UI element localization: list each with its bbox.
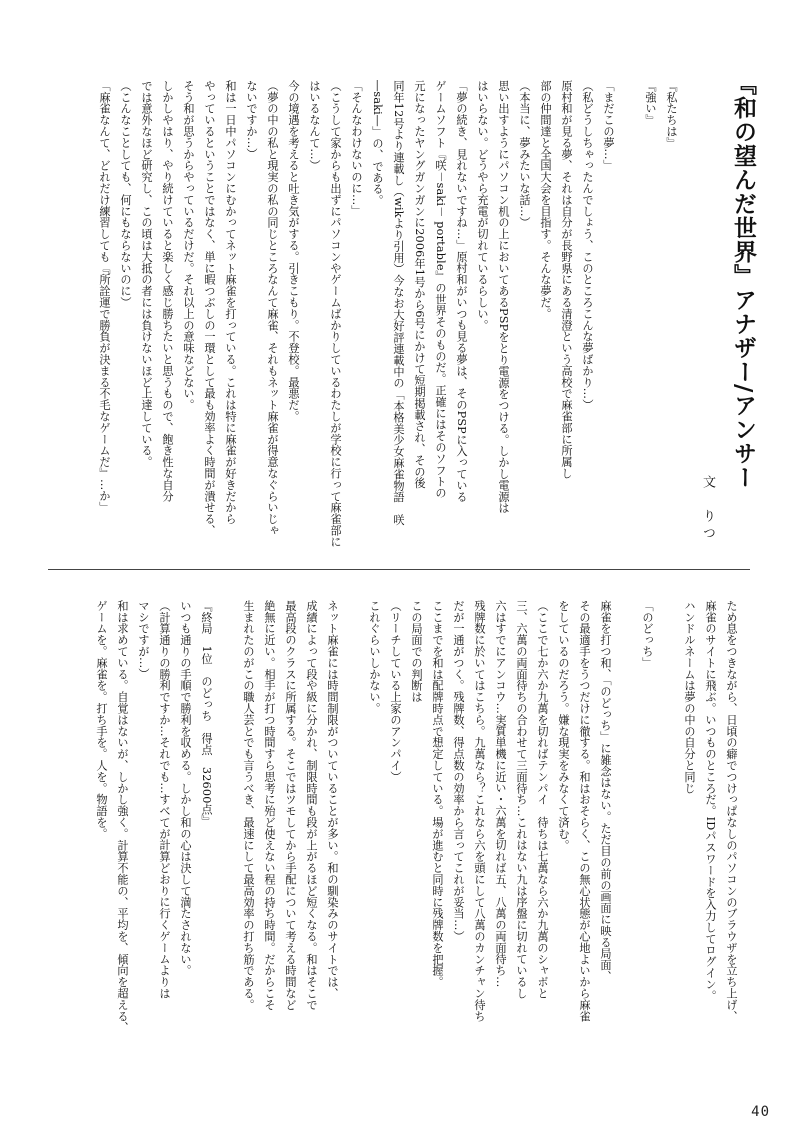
lower-text-line: [343, 600, 364, 1110]
lower-text-line: 麻雀のサイトに飛ぶ。いつものところだ。IDパスワードを入力してログイン。: [704, 600, 717, 1002]
upper-text-line: そう和が思うからやっているだけだ。それ以上の意味などない。: [182, 80, 195, 411]
upper-text-line: 「まだこの夢…」: [602, 80, 615, 172]
lower-text-line: 三、六萬の両面待ちの合わせて三面待ち…これはない九は序盤に切れているし: [515, 600, 528, 999]
lower-text-line: これぐらいしかない。: [368, 600, 381, 714]
upper-text-line: 今の境遇を考えると吐き気がする。引きこもり。不登校。最悪だ。: [287, 80, 300, 422]
upper-text-line: ゲームソフト『咲－saki－ portable』の世界そのものだ。正確にはそのソフトの: [434, 80, 447, 499]
upper-text-line: [619, 80, 640, 550]
upper-text-line: はいらない。どうやら充電が切れているらしい。: [476, 80, 489, 331]
upper-text-line: （本当に、夢みたいな話…）: [518, 80, 531, 229]
section-divider: [48, 569, 750, 570]
lower-text-line: その最適手をうつだけに徹する。和はおそらく、この無心状態が心地よいから麻雀: [578, 600, 591, 1022]
upper-text-line: （夢の中の私と現実の私の同じところなんて麻雀、それもネット麻雀が得意なぐらいじゃ: [266, 80, 279, 536]
upper-text-block: [62, 80, 682, 550]
lower-text-line: （ここで七か六か九萬を切ればテンパイ 待ちは七萬なら六か九萬のシャボと: [536, 600, 549, 999]
lower-text-line: だが一通がつく。残牌数、得点数の効率から言ってこれが妥当…）: [452, 600, 465, 942]
author-credit: 文 りつ: [700, 475, 715, 543]
page-title: 『和の望んだ世界』アナザー/アンサー: [730, 72, 756, 490]
upper-text-line: 「麻雀なんて、どれだけ練習しても『所詮運で勝負が決まる不毛なゲームだ』…か」: [98, 80, 111, 514]
upper-text-line: しかしやはり、やり続けていると楽しく感じ勝ちたいと思うもので、飽き性な自分: [161, 80, 174, 502]
lower-text-line: [616, 600, 637, 1110]
lower-text-line: ハンドルネームは夢の中の自分と同じ: [683, 600, 696, 794]
upper-text-line: 原村和が見る夢、それは自分が長野県にある清澄という高校で麻雀部に所属し: [560, 80, 573, 479]
lower-text-line: この局面での判断は: [410, 600, 423, 703]
lower-text-line: いつも通りの手順で勝利を収める。しかし和の心は決して満たされない。: [179, 600, 192, 977]
upper-text-line: 『強い』: [644, 80, 657, 126]
upper-text-line: 和は一日中パソコンにむかってネット麻雀を打っている。これは特に麻雀が好きだから: [224, 80, 237, 525]
lower-text-line: [217, 600, 238, 1110]
lower-text-line: 「のどっち」: [641, 600, 654, 669]
upper-text-line: 「そんなわけないのに…」: [350, 80, 363, 217]
upper-text-line: では意外なほど研究し、この頃は大抵の者には負けないほど上達している。: [140, 80, 153, 468]
upper-text-line: 部の仲間達と全国大会を目指す。そんな夢だ。: [539, 80, 552, 320]
lower-text-line: [658, 600, 679, 1110]
upper-text-line: （こんなことしても、何にもならないのに）: [119, 80, 132, 308]
lower-text-line: ここまでを和は配牌時点で想定している。場が進むと同時に残牌数を把握。: [431, 600, 444, 988]
upper-text-line: ないですか…）: [245, 80, 258, 160]
upper-text-line: 『私たちは』: [665, 80, 678, 149]
upper-text-line: 「夢の続き、見れないですね…」原村和がいつも見る夢は、そのPSPに入っている: [455, 80, 468, 503]
upper-text-line: （こうして家からも出ずにパソコンやゲームばかりしているわたしが学校に行って麻雀部に: [329, 80, 342, 548]
lower-text-line: （計算通りの勝利ですか…それでも…すべてが計算どおりに行くゲームよりは: [158, 600, 171, 999]
lower-text-block: [42, 600, 742, 1110]
upper-text-line: 思い出すようにパソコン机の上においてあるPSPをとり電源をつける。しかし電源は: [497, 80, 510, 514]
upper-text-line: 元になったヤングガンガンに2006年1号から6号にかけて短期掲載され、その後: [413, 80, 426, 489]
lower-text-line: ネット麻雀には時間制限がついていることが多い。和の馴染みのサイトでは、: [326, 600, 339, 999]
lower-text-line: （リーチしている上家のアンパイ）: [389, 600, 402, 783]
lower-text-line: をしているのだろう。嫌な現実をみなくて済む。: [557, 600, 570, 851]
lower-text-line: 最高段のクラスに所属する。そこではツモしてから手配について考える時間など: [284, 600, 297, 1011]
lower-text-line: 成績によって段や級に分かれ、制限時間も段が上がるほど短くなる。和はそこで: [305, 600, 318, 1011]
lower-text-line: 和は求めている。自覚はないが、しかし強く。計算不能の、平均を、傾向を超える、: [116, 600, 129, 1034]
lower-text-line: ゲームを。麻雀を。打ち手を。人を。物語を。: [95, 600, 108, 840]
page-number: 40: [751, 1104, 770, 1120]
upper-text-line: （私どうしちゃったんでしょう、このところこんな夢ばかり…）: [581, 80, 594, 411]
lower-text-line: 麻雀を打つ和、「のどっち」に雑念はない。ただ目の前の画面に映る局面、: [599, 600, 612, 982]
lower-text-line: 残牌数に於いてはこちら。九萬なら？これなら六を頭にして八萬のカンチャン待ち: [473, 600, 486, 1022]
lower-text-line: マシですが…）: [137, 600, 150, 680]
upper-text-line: はいるなんて…）: [308, 80, 321, 172]
lower-text-line: 絶無に近い。相手が打つ時間すら思考に殆ど使えない程の持ち時間。だからこそ: [263, 600, 276, 1011]
upper-text-line: 同年12号より連載し（wikより引用）今なお大好評連載中の「本格美少女麻雀物語 咲: [392, 80, 405, 526]
lower-text-line: ため息をつきながら、日頃の癖でつけっぱなしのパソコンのブラウザを立ち上げ、: [725, 600, 738, 1022]
lower-text-line: 六はすでにアンコウ…実質単機に近い・六萬を切れば五、八萬の両面待ち…: [494, 600, 507, 988]
upper-text-line: ―saki―」の、である。: [371, 80, 384, 207]
lower-text-line: 生まれたのがこの職人芸とでも言うべき、最速にして最高効率の打ち筋である。: [242, 600, 255, 1011]
lower-text-line: 『終局 1位 のどっち 得点 32600点』: [200, 600, 213, 827]
upper-text-line: やっているということではなく、単に暇つぶしの一環として最も効率よく時間が潰せる、: [203, 80, 216, 536]
